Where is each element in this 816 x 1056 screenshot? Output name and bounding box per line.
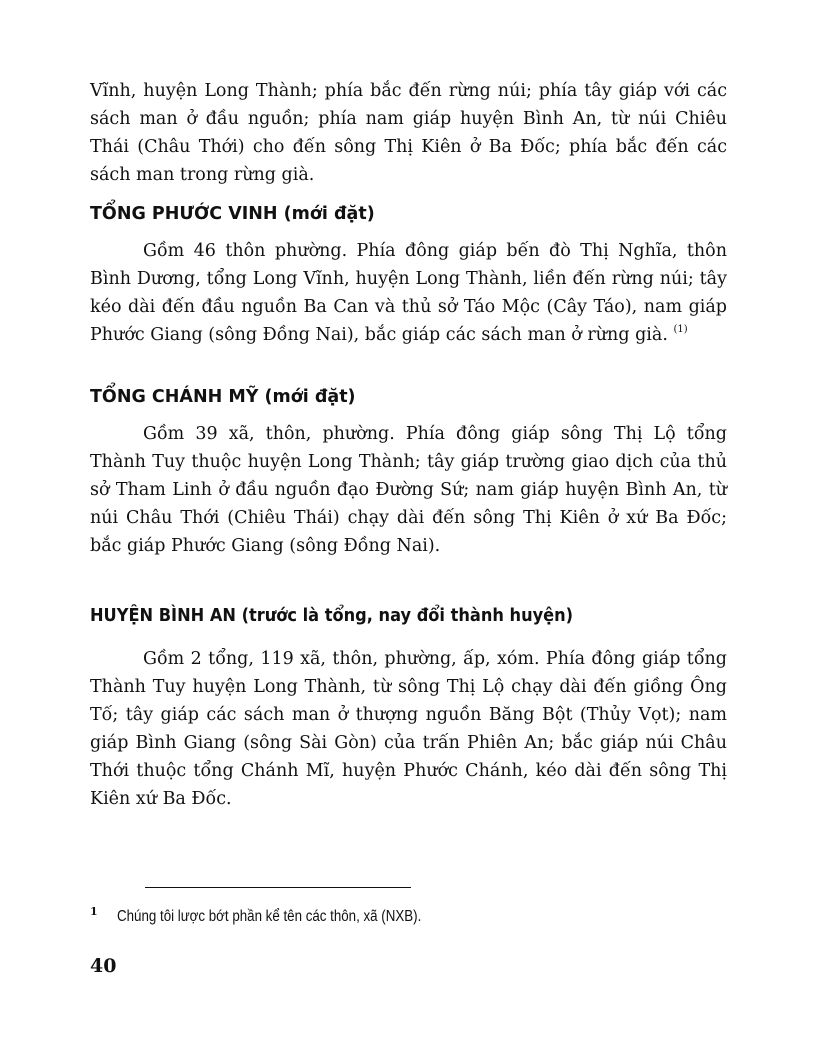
section-heading-huyen-binh-an: HUYỆN BÌNH AN (trước là tổng, nay đổi thành huyện)	[90, 605, 574, 626]
section-heading-tong-phuoc-vinh: TỔNG PHƯỚC VINH (mới đặt)	[90, 204, 375, 224]
footnote-marker: 1	[90, 905, 98, 918]
footnote-text: Chúng tôi lược bớt phần kể tên các thôn, xã (NXB).	[117, 908, 422, 925]
paragraph-text: Gồm 46 thôn phường. Phía đông giáp bến đò Thị Nghĩa, thôn Bình Dương, tổng Long Vĩnh, huyện Long Thành, liền đến rừng núi; tây kéo dài đến đầu nguồn Ba Can và thủ sở Táo Mộc (Cây Táo), nam giáp Phước Giang (sông Đồng Nai), bắc giáp các sách man ở rừng già.	[90, 241, 727, 345]
footnote-reference: (1)	[673, 324, 688, 335]
paragraph-huyen-binh-an: Gồm 2 tổng, 119 xã, thôn, phường, ấp, xóm. Phía đông giáp tổng Thành Tuy huyện Long Thành, từ sông Thị Lộ chạy dài đến giồng Ông Tố; tây giáp các sách man ở thượng nguồn Băng Bột (Thủy Vọt); nam giáp Bình Giang (sông Sài Gòn) của trấn Phiên An; bắc giáp núi Châu Thới thuộc tổng Chánh Mĩ, huyện Phước Chánh, kéo dài đến sông Thị Kiên xứ Ba Đốc.	[90, 649, 727, 809]
footnote-divider	[145, 887, 411, 888]
paragraph-continuation: Vĩnh, huyện Long Thành; phía bắc đến rừng núi; phía tây giáp với các sách man ở đầu nguồn; phía nam giáp huyện Bình An, từ núi Chiêu Thái (Châu Thới) cho đến sông Thị Kiên ở Ba Đốc; phía bắc đến các sách man trong rừng già.	[90, 81, 727, 185]
paragraph-tong-phuoc-vinh	[90, 237, 727, 349]
section-heading-tong-chanh-my: TỔNG CHÁNH MỸ (mới đặt)	[90, 387, 356, 407]
paragraph-tong-chanh-my: Gồm 39 xã, thôn, phường. Phía đông giáp sông Thị Lộ tổng Thành Tuy thuộc huyện Long Thành; tây giáp trường giao dịch của thủ sở Tham Linh ở đầu nguồn đạo Đường Sứ; nam giáp huyện Bình An, từ núi Châu Thới (Chiêu Thái) chạy dài đến sông Thị Kiên ở xứ Ba Đốc; bắc giáp Phước Giang (sông Đồng Nai).	[90, 424, 727, 556]
page-number: 40	[90, 955, 117, 977]
